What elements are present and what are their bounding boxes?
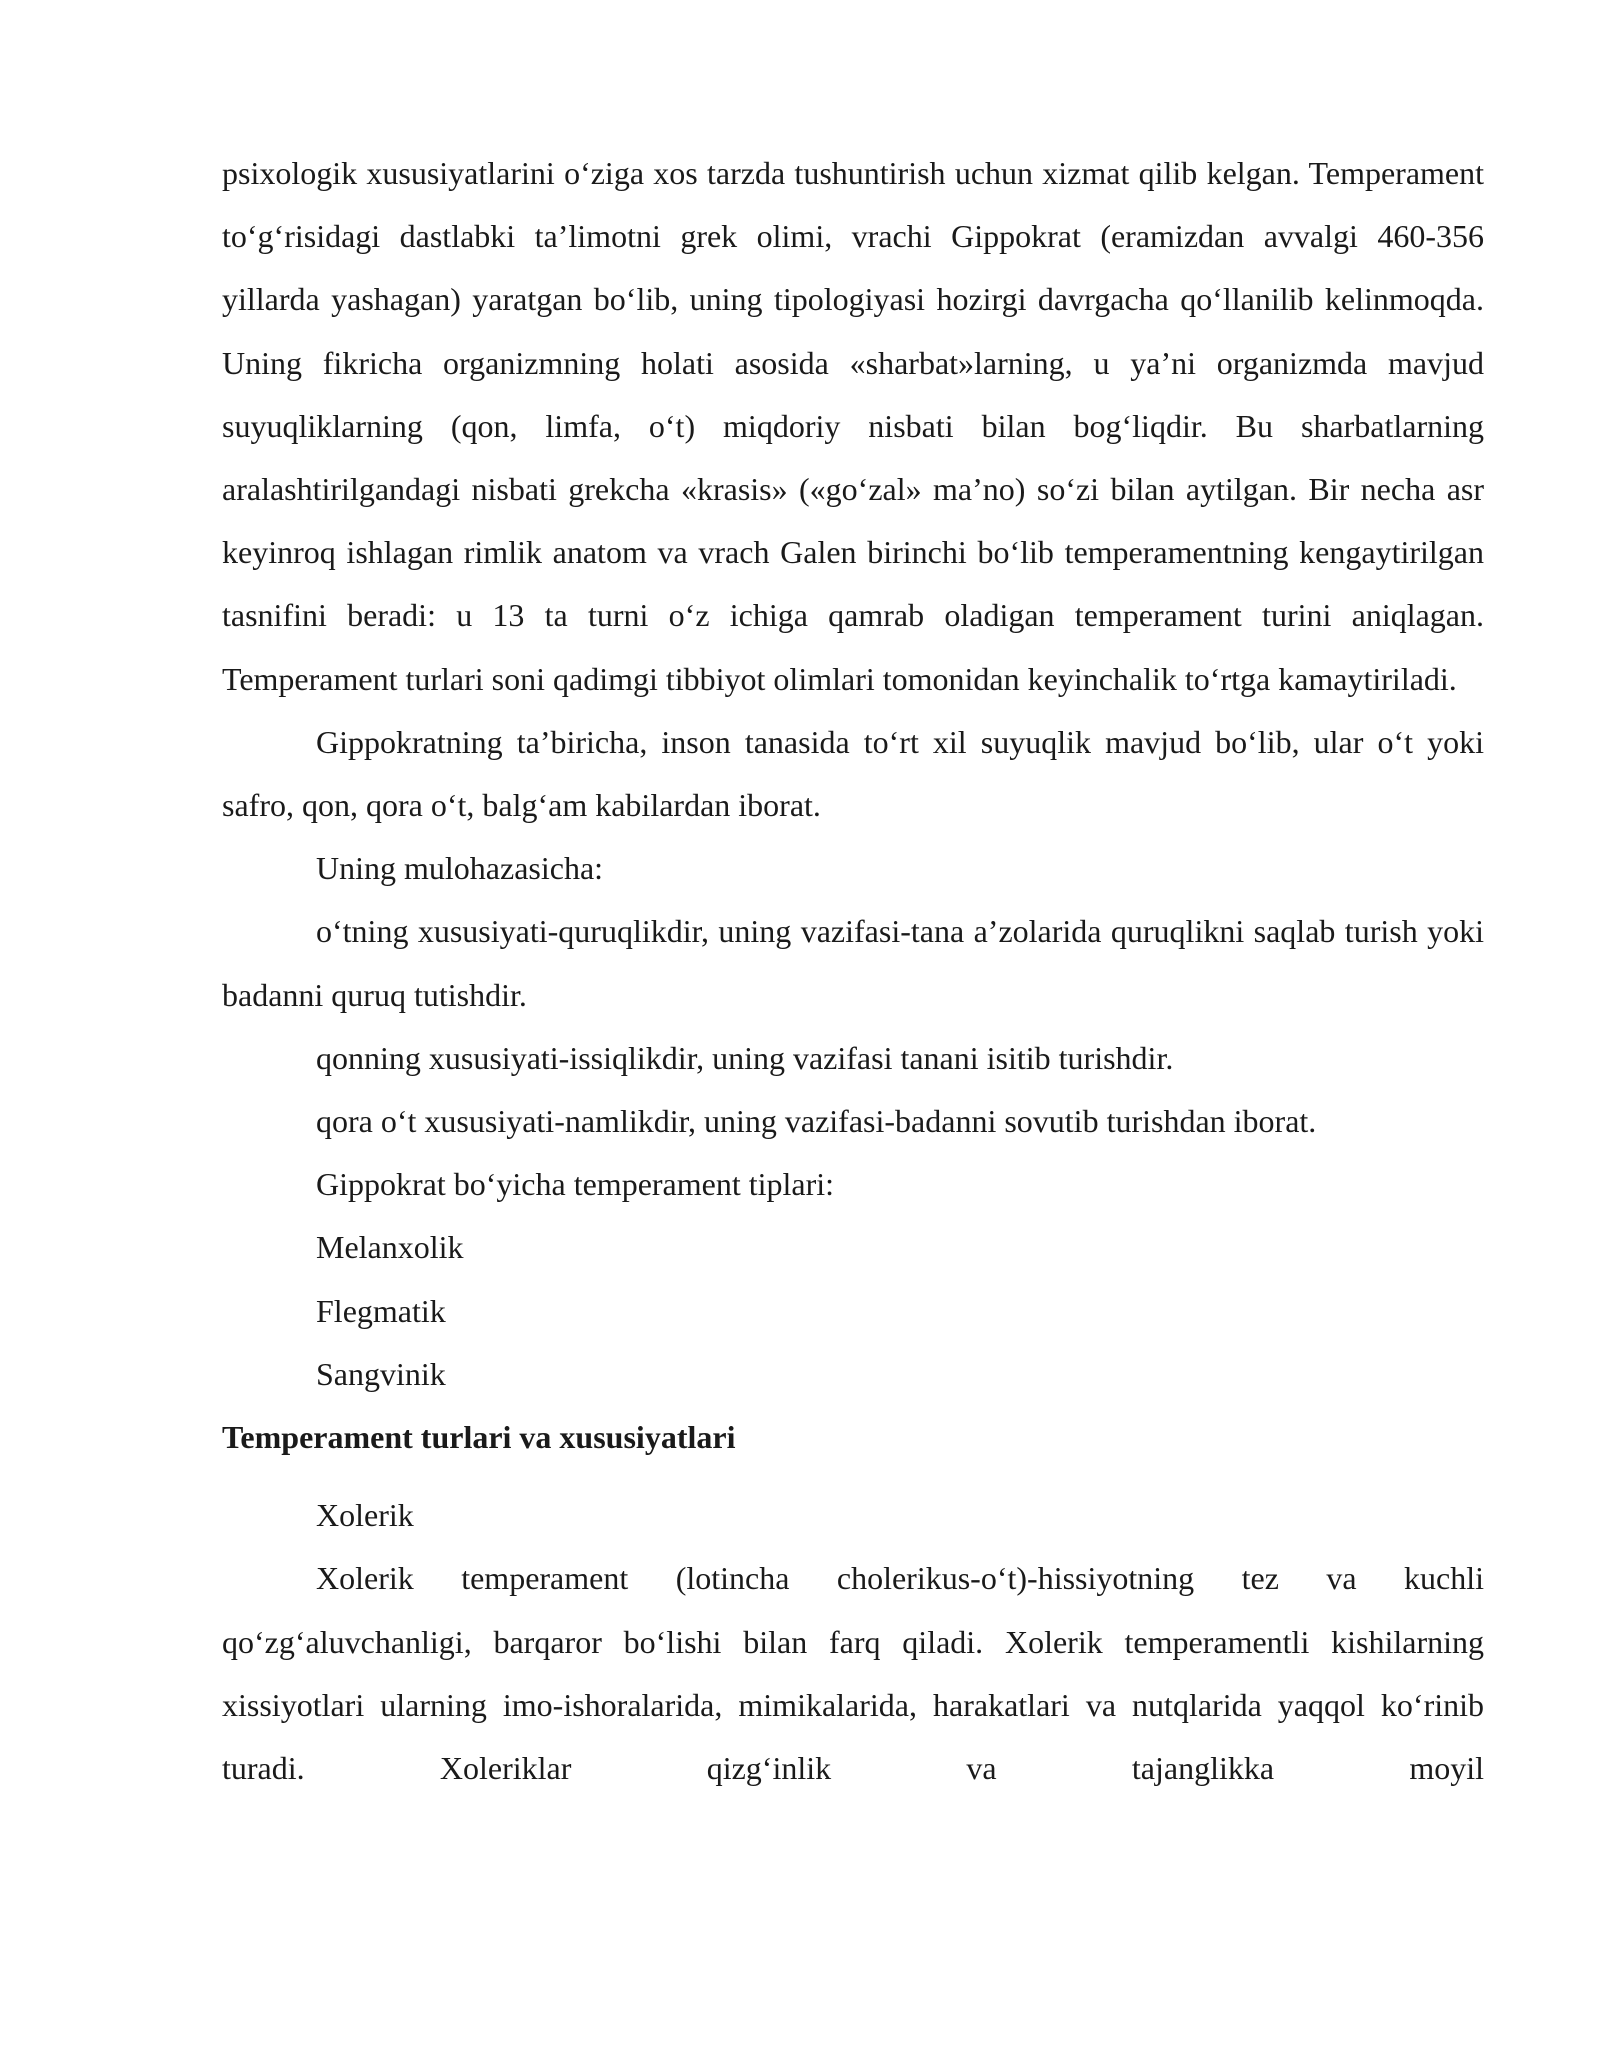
list-item-type: Melanxolik	[316, 1229, 464, 1266]
paragraph-temperament-history: psixologik xususiyatlarini o‘ziga xos tarzda tushuntirish uchun xizmat qilib kelgan. Temperament to‘g‘risidagi dastlabki ta’limotni grek olimi, vrachi Gippokrat (eramizdan avvalgi 460-356 yillarda yashagan) yaratgan bo‘lib, uning tipologiyasi hozirgi davrgacha qo‘llanilib kelinmoqda. Uning fikricha organizmning holati asosida «sharbat»larning, u ya’ni organizmda mavjud suyuqliklarning (qon, limfa, o‘t) miqdoriy nisbati bilan bog‘liqdir. Bu sharbatlarning aralashtirilgandagi nisbati grekcha «krasis» («go‘zal» ma’no) so‘zi bilan aytilgan. Bir necha asr keyinroq ishlagan rimlik anatom va vrach Galen birinchi bo‘lib temperamentning kengaytirilgan tasnifini beradi: u 13 ta turni o‘z ichiga qamrab oladigan temperament turini aniqlagan. Temperament turlari soni qadimgi tibbiyot olimlari tomonidan keyinchalik to‘rtga kamaytiriladi.	[222, 155, 1484, 697]
paragraph-black-bile-property: qora o‘t xususiyati-namlikdir, uning vazifasi-badanni sovutib turishdan iborat.	[316, 1103, 1317, 1140]
document-body	[222, 142, 1484, 1800]
paragraph-blood-property: qonning xususiyati-issiqlikdir, uning vazifasi tanani isitib turishdir.	[316, 1039, 1174, 1076]
paragraph-bile-property: o‘tning xususiyati-quruqlikdir, uning vazifasi-tana a’zolarida quruqlikni saqlab turish yoki badanni quruq tutishdir.	[222, 913, 1484, 1013]
subheading-choleric: Xolerik	[316, 1497, 414, 1534]
list-item-type: Flegmatik	[316, 1292, 446, 1329]
section-heading: Temperament turlari va xususiyatlari	[222, 1419, 736, 1456]
list-item-type: Sangvinik	[316, 1355, 446, 1392]
paragraph-his-opinion: Uning mulohazasicha:	[316, 850, 604, 887]
paragraph-types-intro: Gippokrat bo‘yicha temperament tiplari:	[316, 1166, 835, 1203]
paragraph-four-fluids: Gippokratning ta’biricha, inson tanasida to‘rt xil suyuqlik mavjud bo‘lib, ular o‘t yoki safro, qon, qora o‘t, balg‘am kabilardan iborat.	[222, 723, 1484, 824]
paragraph-choleric-description: Xolerik temperament (lotincha cholerikus-o‘t)-hissiyotning tez va kuchli qo‘zg‘aluvchanligi, barqaror bo‘lishi bilan farq qiladi. Xolerik temperamentli kishilarning xissiyotlari ularning imo-ishoralarida, mimikalarida, harakatlari va nutqlarida yaqqol ko‘rinib turadi. Xoleriklar qizg‘inlik va tajanglikka moyil	[222, 1560, 1484, 1787]
